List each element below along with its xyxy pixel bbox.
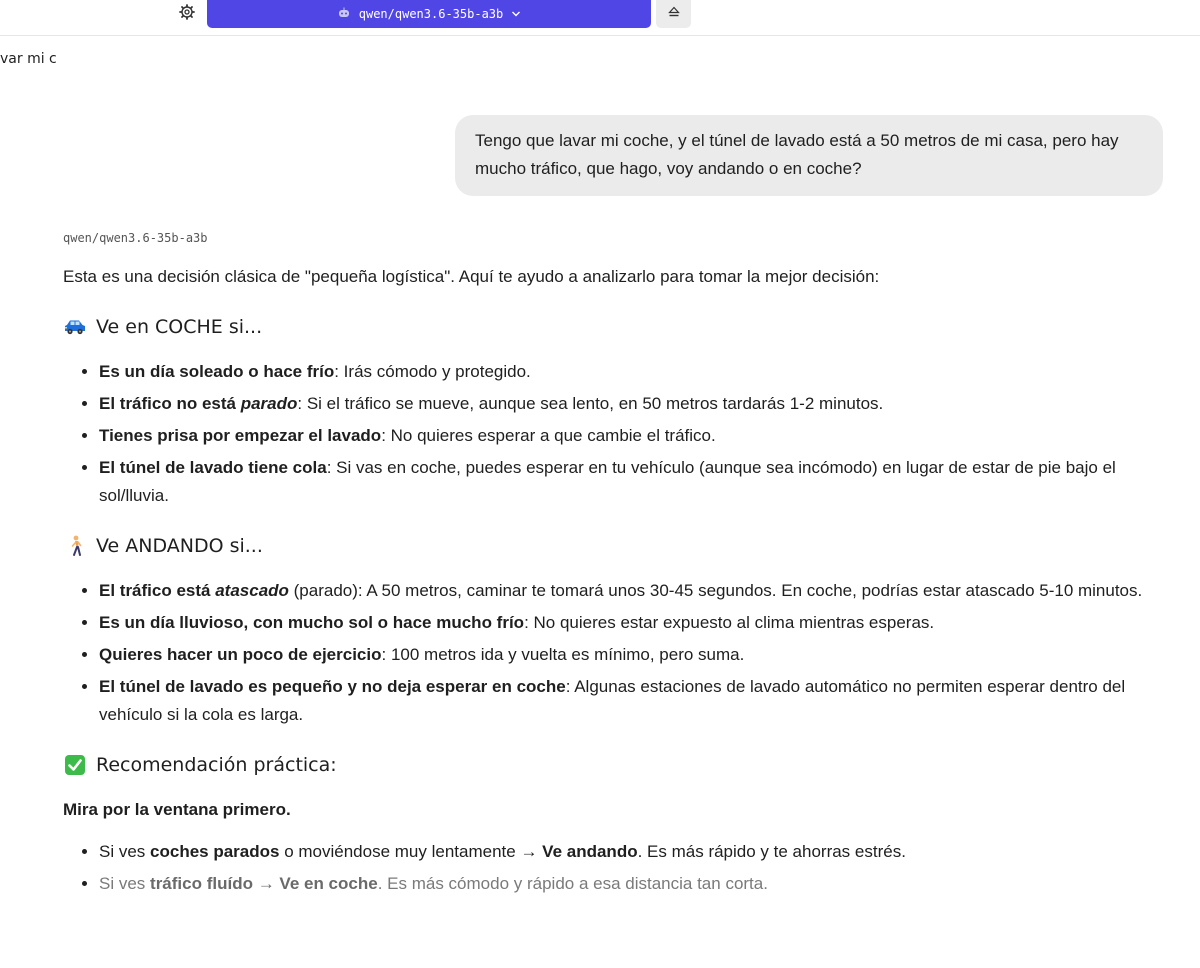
user-message-bubble: Tengo que lavar mi coche, y el túnel de lavado está a 50 metros de mi casa, pero hay mucho tráfico, que hago, voy andando o en coche?	[455, 115, 1163, 196]
walk-conditions-list	[63, 577, 1143, 729]
car-icon	[63, 315, 87, 339]
car-conditions-list	[63, 358, 1143, 510]
list-item: • Tienes prisa por empezar el lavado: No quieres esperar a que cambie el tráfico.	[99, 422, 1143, 450]
assistant-message	[63, 263, 1143, 902]
list-item: • El túnel de lavado tiene cola: Si vas en coche, puedes esperar en tu vehículo (aunque sea incómodo) en lugar de estar de pie bajo el sol/lluvia.	[99, 454, 1143, 510]
list-item: • El tráfico está atascado (parado): A 50 metros, caminar te tomará unos 30-45 segundos. En coche, podrías estar atascado 5-10 minutos.	[99, 577, 1143, 605]
settings-button[interactable]	[176, 3, 198, 25]
check-mark-icon	[63, 753, 87, 777]
chat-title: var mi c	[0, 51, 57, 67]
model-selector-label: qwen/qwen3.6-35b-a3b	[358, 7, 504, 21]
gear-icon	[179, 4, 195, 25]
list-item: • Si ves tráfico fluído → Ve en coche. Es más cómodo y rápido a esa distancia tan corta.	[99, 870, 1143, 898]
list-item: • Si ves coches parados o moviéndose muy lentamente → Ve andando. Es más rápido y te ahorras estrés.	[99, 838, 1143, 866]
robot-icon	[337, 7, 351, 22]
chevron-down-icon	[511, 8, 521, 20]
recommendation-lead: Mira por la ventana primero.	[63, 800, 291, 819]
recommendation-list	[63, 838, 1143, 898]
walking-person-icon	[63, 534, 87, 558]
eject-icon	[668, 5, 680, 23]
list-item: • Quieres hacer un poco de ejercicio: 100 metros ida y vuelta es mínimo, pero suma.	[99, 641, 1143, 669]
section-title: Ve en COCHE si...	[96, 316, 263, 338]
section-heading-car	[63, 313, 1143, 341]
intro-paragraph: Esta es una decisión clásica de "pequeña logística". Aquí te ayudo a analizarlo para tomar la mejor decisión:	[63, 267, 880, 286]
assistant-model-name: qwen/qwen3.6-35b-a3b	[63, 231, 208, 245]
list-item: • El túnel de lavado es pequeño y no deja esperar en coche: Algunas estaciones de lavado automático no permiten esperar dentro del vehículo si la cola es larga.	[99, 673, 1143, 729]
eject-button[interactable]	[656, 0, 691, 28]
list-item: • Es un día soleado o hace frío: Irás cómodo y protegido.	[99, 358, 1143, 386]
section-heading-walk	[63, 532, 1143, 560]
model-selector[interactable]	[207, 0, 651, 28]
section-title: Recomendación práctica:	[96, 754, 337, 776]
list-item: • Es un día lluvioso, con mucho sol o hace mucho frío: No quieres estar expuesto al clima mientras esperas.	[99, 609, 1143, 637]
section-title: Ve ANDANDO si...	[96, 535, 263, 557]
section-heading-recommendation	[63, 751, 1143, 779]
top-bar	[0, 0, 1200, 36]
list-item: • El tráfico no está parado: Si el tráfico se mueve, aunque sea lento, en 50 metros tardarás 1-2 minutos.	[99, 390, 1143, 418]
